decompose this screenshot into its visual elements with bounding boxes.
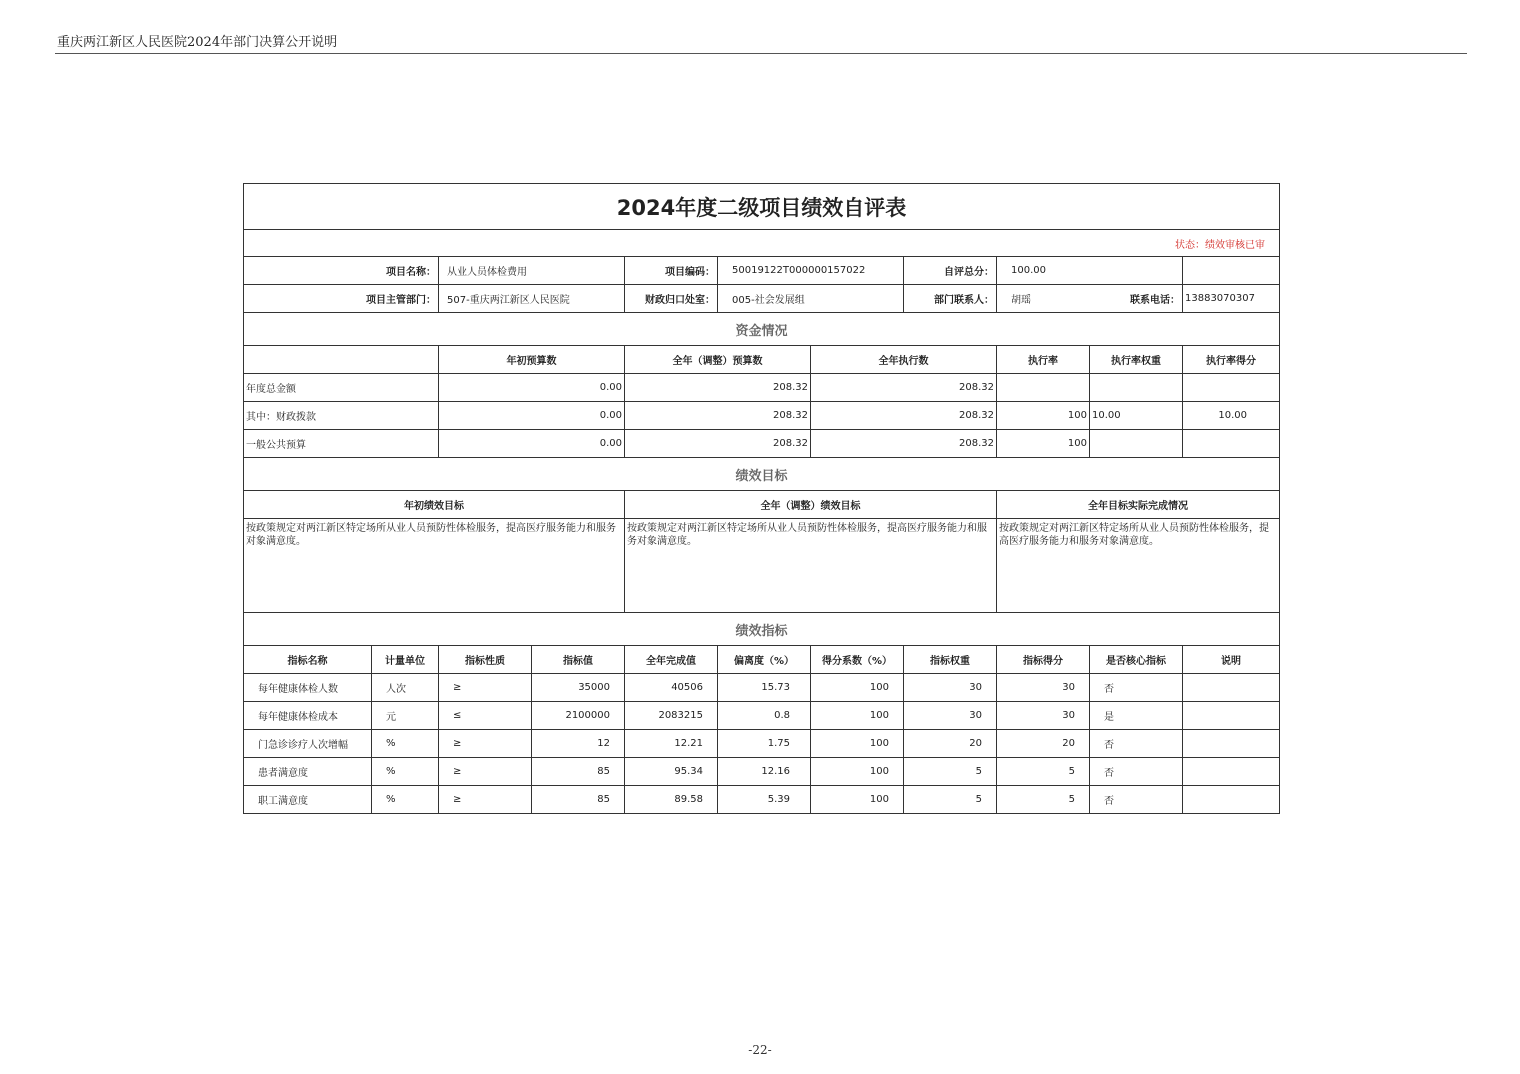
indicators-section-title: 绩效指标 — [244, 613, 1280, 646]
funds-row-name: 年度总金额 — [244, 374, 439, 402]
ind-header-deviation: 偏离度（%） — [718, 646, 811, 674]
ind-note — [1183, 758, 1280, 786]
ind-core: 是 — [1090, 702, 1183, 730]
goals-header-row — [244, 491, 1280, 519]
funds-header-adjusted: 全年（调整）预算数 — [625, 346, 811, 374]
ind-nature: ≥ — [439, 730, 532, 758]
project-code-value: 50019122T000000157022 — [718, 257, 904, 285]
indicator-row — [244, 730, 1280, 758]
goal-adjusted-text: 按政策规定对两江新区特定场所从业人员预防性体检服务，提高医疗服务能力和服务对象满意度。 — [625, 519, 997, 613]
funds-row-executed: 208.32 — [811, 402, 997, 430]
ind-actual: 2083215 — [625, 702, 718, 730]
finance-label: 财政归口处室： — [625, 285, 718, 313]
funds-row-weight — [1090, 430, 1183, 458]
ind-nature: ≥ — [439, 786, 532, 814]
ind-score: 5 — [997, 758, 1090, 786]
ind-unit: % — [372, 730, 439, 758]
ind-header-weight: 指标权重 — [904, 646, 997, 674]
funds-row — [244, 374, 1280, 402]
score-label: 自评总分： — [904, 257, 997, 285]
funds-header-initial: 年初预算数 — [439, 346, 625, 374]
info-row-1 — [244, 257, 1280, 285]
ind-actual: 12.21 — [625, 730, 718, 758]
goals-header-adjusted: 全年（调整）绩效目标 — [625, 491, 997, 519]
ind-weight: 20 — [904, 730, 997, 758]
indicator-row — [244, 674, 1280, 702]
ind-weight: 30 — [904, 702, 997, 730]
ind-score: 20 — [997, 730, 1090, 758]
funds-row-score: 10.00 — [1183, 402, 1280, 430]
funds-row-initial: 0.00 — [439, 430, 625, 458]
ind-target: 2100000 — [532, 702, 625, 730]
funds-row — [244, 402, 1280, 430]
goals-header-actual: 全年目标实际完成情况 — [997, 491, 1280, 519]
project-name-label: 项目名称： — [244, 257, 439, 285]
funds-header-weight: 执行率权重 — [1090, 346, 1183, 374]
ind-score: 30 — [997, 674, 1090, 702]
ind-coef: 100 — [811, 702, 904, 730]
funds-header-executed: 全年执行数 — [811, 346, 997, 374]
ind-header-actual: 全年完成值 — [625, 646, 718, 674]
indicator-row — [244, 786, 1280, 814]
ind-target: 35000 — [532, 674, 625, 702]
dept-label: 项目主管部门： — [244, 285, 439, 313]
funds-row-adjusted: 208.32 — [625, 374, 811, 402]
ind-name: 患者满意度 — [244, 758, 372, 786]
indicator-row — [244, 758, 1280, 786]
ind-core: 否 — [1090, 786, 1183, 814]
ind-name: 每年健康体检人数 — [244, 674, 372, 702]
funds-header-rate: 执行率 — [997, 346, 1090, 374]
indicators-header-row — [244, 646, 1280, 674]
project-name-value: 从业人员体检费用 — [439, 257, 625, 285]
ind-nature: ≥ — [439, 758, 532, 786]
ind-coef: 100 — [811, 674, 904, 702]
funds-row-rate: 100 — [997, 402, 1090, 430]
finance-value: 005-社会发展组 — [718, 285, 904, 313]
ind-core: 否 — [1090, 730, 1183, 758]
funds-row-score — [1183, 430, 1280, 458]
goal-actual-text: 按政策规定对两江新区特定场所从业人员预防性体检服务，提高医疗服务能力和服务对象满意度。 — [997, 519, 1280, 613]
ind-header-name: 指标名称 — [244, 646, 372, 674]
funds-header-blank — [244, 346, 439, 374]
ind-header-note: 说明 — [1183, 646, 1280, 674]
ind-score: 30 — [997, 702, 1090, 730]
ind-nature: ≤ — [439, 702, 532, 730]
ind-header-score: 指标得分 — [997, 646, 1090, 674]
ind-coef: 100 — [811, 786, 904, 814]
funds-row-weight: 10.00 — [1090, 402, 1183, 430]
performance-evaluation-table — [243, 183, 1280, 814]
funds-row-rate: 100 — [997, 430, 1090, 458]
ind-nature: ≥ — [439, 674, 532, 702]
funds-row — [244, 430, 1280, 458]
ind-weight: 5 — [904, 758, 997, 786]
contact-value: 胡瑶 — [997, 285, 1090, 313]
ind-unit: 人次 — [372, 674, 439, 702]
funds-row-weight — [1090, 374, 1183, 402]
ind-header-nature: 指标性质 — [439, 646, 532, 674]
dept-value: 507-重庆两江新区人民医院 — [439, 285, 625, 313]
funds-row-initial: 0.00 — [439, 402, 625, 430]
goals-section-title: 绩效目标 — [244, 458, 1280, 491]
goals-content-row — [244, 519, 1280, 613]
funds-row-name: 其中：财政拨款 — [244, 402, 439, 430]
ind-name: 每年健康体检成本 — [244, 702, 372, 730]
ind-core: 否 — [1090, 674, 1183, 702]
ind-note — [1183, 702, 1280, 730]
ind-note — [1183, 674, 1280, 702]
goal-initial-text: 按政策规定对两江新区特定场所从业人员预防性体检服务，提高医疗服务能力和服务对象满意度。 — [244, 519, 625, 613]
contact-label: 部门联系人： — [904, 285, 997, 313]
document-header-title: 重庆两江新区人民医院2024年部门决算公开说明 — [57, 35, 338, 50]
ind-name: 职工满意度 — [244, 786, 372, 814]
funds-row-initial: 0.00 — [439, 374, 625, 402]
funds-row-name: 一般公共预算 — [244, 430, 439, 458]
goals-header-initial: 年初绩效目标 — [244, 491, 625, 519]
phone-value: 13883070307 — [1183, 285, 1280, 313]
ind-coef: 100 — [811, 730, 904, 758]
ind-deviation: 15.73 — [718, 674, 811, 702]
ind-header-coef: 得分系数（%） — [811, 646, 904, 674]
ind-header-target: 指标值 — [532, 646, 625, 674]
funds-section-title: 资金情况 — [244, 313, 1280, 346]
funds-row-adjusted: 208.32 — [625, 430, 811, 458]
indicator-row — [244, 702, 1280, 730]
ind-weight: 5 — [904, 786, 997, 814]
ind-target: 85 — [532, 786, 625, 814]
ind-actual: 40506 — [625, 674, 718, 702]
ind-deviation: 12.16 — [718, 758, 811, 786]
ind-target: 85 — [532, 758, 625, 786]
ind-target: 12 — [532, 730, 625, 758]
ind-core: 否 — [1090, 758, 1183, 786]
ind-unit: % — [372, 786, 439, 814]
funds-row-executed: 208.32 — [811, 430, 997, 458]
form-title: 2024年度二级项目绩效自评表 — [244, 184, 1280, 230]
empty-cell — [1183, 257, 1280, 285]
ind-actual: 95.34 — [625, 758, 718, 786]
ind-note — [1183, 786, 1280, 814]
ind-coef: 100 — [811, 758, 904, 786]
funds-row-adjusted: 208.32 — [625, 402, 811, 430]
ind-name: 门急诊诊疗人次增幅 — [244, 730, 372, 758]
ind-deviation: 5.39 — [718, 786, 811, 814]
ind-header-core: 是否核心指标 — [1090, 646, 1183, 674]
page-number: -22- — [748, 1043, 772, 1057]
ind-score: 5 — [997, 786, 1090, 814]
ind-weight: 30 — [904, 674, 997, 702]
ind-unit: 元 — [372, 702, 439, 730]
funds-row-rate — [997, 374, 1090, 402]
status-label: 状态：绩效审核已审 — [244, 230, 1280, 257]
ind-header-unit: 计量单位 — [372, 646, 439, 674]
phone-label: 联系电话： — [1090, 285, 1183, 313]
project-code-label: 项目编码： — [625, 257, 718, 285]
ind-unit: % — [372, 758, 439, 786]
funds-row-executed: 208.32 — [811, 374, 997, 402]
funds-header-row — [244, 346, 1280, 374]
funds-row-score — [1183, 374, 1280, 402]
info-row-2 — [244, 285, 1280, 313]
ind-actual: 89.58 — [625, 786, 718, 814]
header-divider — [55, 53, 1467, 54]
score-value: 100.00 — [997, 257, 1183, 285]
ind-deviation: 1.75 — [718, 730, 811, 758]
ind-note — [1183, 730, 1280, 758]
funds-header-score: 执行率得分 — [1183, 346, 1280, 374]
ind-deviation: 0.8 — [718, 702, 811, 730]
